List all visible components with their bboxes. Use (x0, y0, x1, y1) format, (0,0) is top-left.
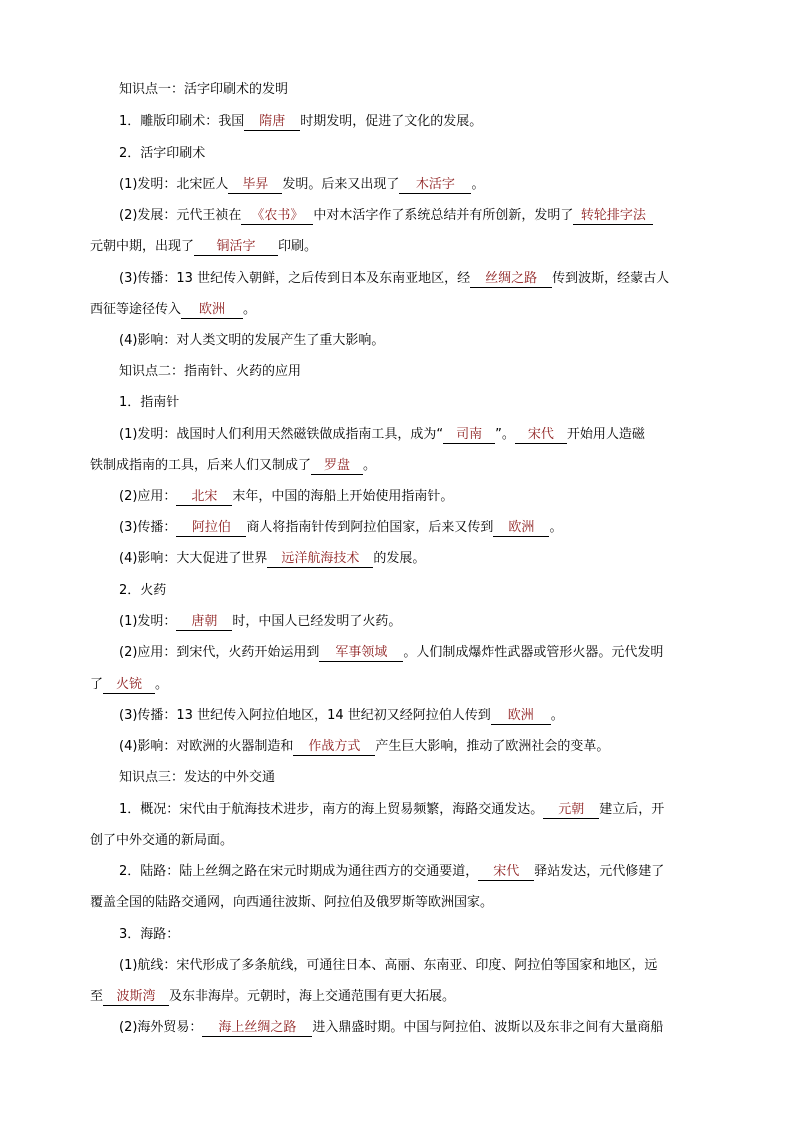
paragraph-continued: 创了中外交通的新局面。 (90, 833, 234, 848)
paragraph: (3)传播：13 世纪传入阿拉伯地区，14 世纪初又经阿拉伯人传到 欧洲 。 (119, 708, 564, 723)
paragraph-continued: 铁制成指南的工具，后来人们又制成了 罗盘 。 (90, 458, 377, 473)
answer-blank: 北宋 (176, 489, 232, 506)
paragraph-continued: 至 波斯湾 及东非海岸。元朝时，海上交通范围有更大拓展。 (90, 989, 456, 1004)
paragraph-continued: 西征等途径传入 欧洲 。 (90, 302, 257, 317)
sub-heading: 2．火药 (119, 583, 167, 598)
paragraph: (3)传播： 阿拉伯 商人将指南针传到阿拉伯国家，后来又传到 欧洲 。 (119, 520, 563, 535)
answer-blank: 铜活字 (194, 239, 278, 256)
answer-blank: 欧洲 (181, 302, 243, 319)
answer-blank: 转轮排字法 (573, 208, 653, 225)
paragraph-continued: 元朝中期，出现了 铜活字 印刷。 (90, 239, 318, 254)
section-heading: 知识点一：活字印刷术的发明 (119, 82, 289, 97)
paragraph: (4)影响：对人类文明的发展产生了重大影响。 (119, 333, 385, 348)
sub-heading: 1．指南针 (119, 395, 180, 410)
answer-blank: 《农书》 (241, 208, 313, 225)
answer-blank: 唐朝 (176, 614, 232, 631)
answer-blank: 宋代 (478, 864, 534, 881)
paragraph: (2)应用： 北宋 末年，中国的海船上开始使用指南针。 (119, 489, 454, 504)
paragraph: (2)应用：到宋代，火药开始运用到 军事领域 。人们制成爆炸性武器或管形火器。元代发明 (119, 645, 664, 660)
paragraph: (1)发明： 唐朝 时，中国人已经发明了火药。 (119, 614, 402, 629)
paragraph: 2．陆路：陆上丝绸之路在宋元时期成为通往西方的交通要道， 宋代 驿站发达，元代修建了 (119, 864, 665, 879)
paragraph: 1．雕版印刷术：我国 隋唐 时期发明，促进了文化的发展。 (119, 114, 483, 129)
answer-blank: 欧洲 (493, 520, 549, 537)
paragraph: (2)发展：元代王祯在 《农书》 中对木活字作了系统总结并有所创新，发明了 转轮排字法 (119, 207, 653, 225)
section-heading: 知识点三：发达的中外交通 (119, 770, 276, 785)
paragraph: (4)影响：对欧洲的火器制造和 作战方式 产生巨大影响，推动了欧洲社会的变革。 (119, 739, 610, 754)
answer-blank: 宋代 (515, 427, 567, 444)
answer-blank: 海上丝绸之路 (202, 1020, 312, 1037)
answer-blank: 司南 (443, 427, 495, 444)
sub-heading: 2．活字印刷术 (119, 146, 206, 161)
paragraph: (1)发明：战国时人们利用天然磁铁做成指南工具，成为“ 司南 ”。 宋代 开始用人造磁 (119, 427, 645, 442)
answer-blank: 元朝 (543, 802, 599, 819)
answer-blank: 罗盘 (311, 458, 363, 475)
answer-blank: 波斯湾 (103, 989, 169, 1006)
answer-blank: 火铳 (103, 677, 155, 694)
paragraph: (2)海外贸易： 海上丝绸之路 进入鼎盛时期。中国与阿拉伯、波斯以及东非之间有大量商船 (119, 1020, 664, 1035)
paragraph: 1．概况：宋代由于航海技术进步，南方的海上贸易频繁，海路交通发达。 元朝 建立后，开 (119, 802, 665, 817)
answer-blank: 远洋航海技术 (267, 551, 373, 568)
paragraph: (4)影响：大大促进了世界 远洋航海技术 的发展。 (119, 551, 426, 566)
answer-blank: 作战方式 (293, 739, 375, 756)
paragraph-continued: 了 火铳 。 (90, 677, 169, 692)
sub-heading: 3．海路： (119, 927, 180, 942)
paragraph-continued: 覆盖全国的陆路交通网，向西通往波斯、阿拉伯及俄罗斯等欧洲国家。 (90, 895, 494, 910)
answer-blank: 毕昇 (228, 177, 282, 194)
answer-blank: 木活字 (399, 177, 471, 194)
answer-blank: 隋唐 (244, 114, 300, 131)
paragraph: (3)传播：13 世纪传入朝鲜，之后传到日本及东南亚地区，经 丝绸之路 传到波斯，经蒙古人 (119, 271, 670, 286)
answer-blank: 丝绸之路 (470, 271, 552, 288)
answer-blank: 阿拉伯 (176, 520, 246, 537)
answer-blank: 军事领域 (319, 645, 403, 662)
paragraph: (1)航线：宋代形成了多条航线，可通往日本、高丽、东南亚、印度、阿拉伯等国家和地区，远 (119, 958, 658, 973)
section-heading: 知识点二：指南针、火药的应用 (119, 364, 302, 379)
answer-blank: 欧洲 (491, 708, 551, 725)
paragraph: (1)发明：北宋匠人 毕昇 发明。后来又出现了 木活字 。 (119, 177, 485, 192)
